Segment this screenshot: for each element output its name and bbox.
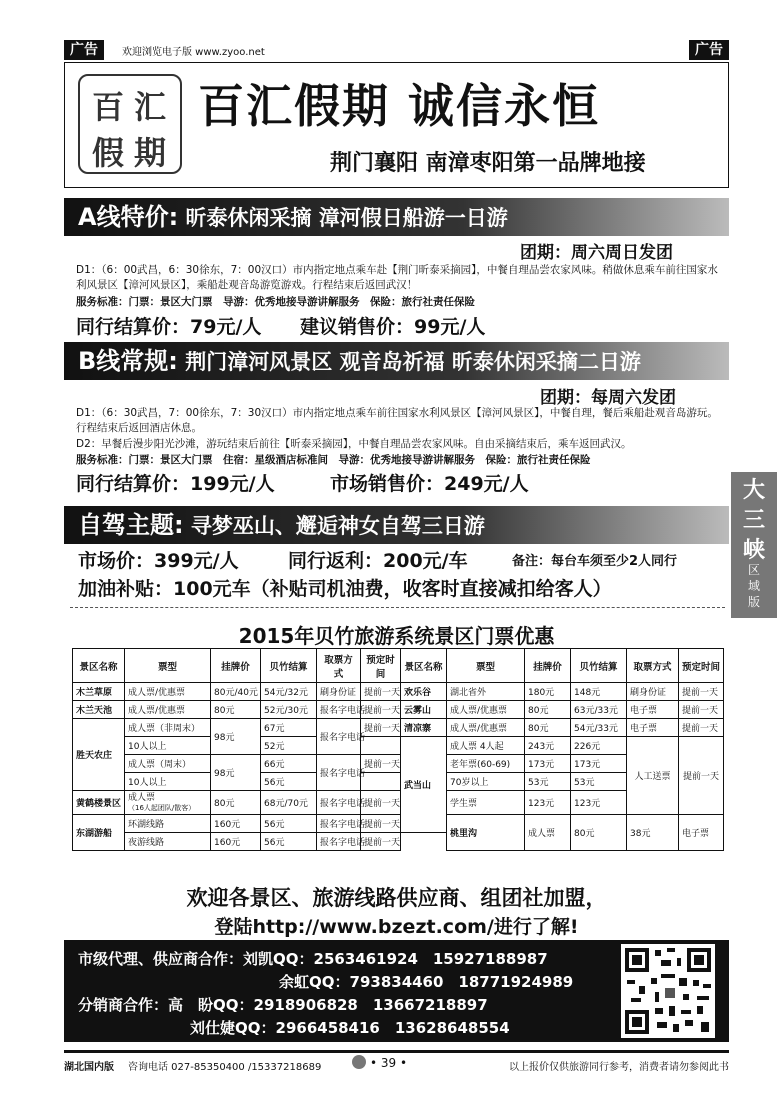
table-row bbox=[73, 719, 724, 737]
table-cell: 提前一天 bbox=[361, 833, 401, 851]
table-header: 票型 bbox=[447, 649, 525, 683]
table-cell: 电子票 bbox=[627, 701, 679, 719]
table-cell: 56元 bbox=[261, 833, 317, 851]
table-cell: 10人以上 bbox=[125, 737, 211, 755]
table-cell: 98元 bbox=[211, 719, 261, 755]
selfdrive-market: 市场价：399元/人 bbox=[78, 550, 239, 572]
contact-row: 市级代理、供应商合作：刘凯QQ：2563461924 15927188987 bbox=[78, 950, 548, 968]
table-cell: 68元/70元 bbox=[261, 791, 317, 815]
table-header: 预定时间 bbox=[679, 649, 724, 683]
table-cell: 提前一天 bbox=[679, 719, 724, 737]
table-cell bbox=[361, 737, 401, 755]
side-small-char: 版 bbox=[747, 595, 760, 609]
table-cell: 80元 bbox=[211, 701, 261, 719]
table-cell: 电子票 bbox=[679, 815, 724, 851]
side-small-char: 区 bbox=[747, 563, 760, 577]
table-cell: 木兰天池 bbox=[73, 701, 125, 719]
table-cell: 80元 bbox=[571, 815, 627, 851]
table-cell: 53元 bbox=[525, 773, 571, 791]
table-cell: 52元 bbox=[261, 737, 317, 755]
side-big-char: 三 bbox=[742, 507, 765, 533]
selfdrive-subsidy: 加油补贴：100元车（补贴司机油费，收客时直接减扣给客人） bbox=[78, 578, 612, 600]
side-small-char: 域 bbox=[747, 579, 760, 593]
table-header: 取票方式 bbox=[317, 649, 361, 683]
table-row bbox=[73, 755, 724, 773]
table-cell: 成人票 4人起 bbox=[447, 737, 525, 755]
table-header: 贝竹结算 bbox=[261, 649, 317, 683]
footer-badge-icon bbox=[352, 1055, 366, 1069]
ad-tag-right: 广告 bbox=[689, 40, 729, 60]
table-row bbox=[73, 683, 724, 701]
table-cell: 10人以上 bbox=[125, 773, 211, 791]
line-a-price1: 同行结算价：79元/人 bbox=[76, 316, 262, 338]
contact-row: 刘仕婕QQ：2966458416 13628648554 bbox=[190, 1019, 510, 1037]
table-row bbox=[73, 773, 724, 791]
table-cell: 80元/40元 bbox=[211, 683, 261, 701]
table-cell: 云雾山 bbox=[401, 701, 447, 719]
logo-char: 汇 bbox=[134, 88, 167, 126]
selfdrive-title: 寻梦巫山、邂逅神女自驾三日游 bbox=[190, 514, 485, 538]
line-b-group: 团期：每周六发团 bbox=[540, 388, 676, 408]
contact-row: 余虹QQ：793834460 18771924989 bbox=[279, 973, 574, 991]
table-header: 贝竹结算 bbox=[571, 649, 627, 683]
table-cell: 电子票 bbox=[627, 719, 679, 737]
logo-char: 期 bbox=[134, 134, 167, 172]
table-cell: 80元 bbox=[525, 701, 571, 719]
table-cell: 报名字电话 bbox=[317, 833, 361, 851]
table-cell: 报名字电话 bbox=[317, 719, 361, 755]
line-a-band bbox=[64, 198, 729, 236]
line-b-price1: 同行结算价：199元/人 bbox=[76, 473, 275, 495]
line-a-price2: 建议销售价：99元/人 bbox=[300, 316, 486, 338]
table-cell: 报名字电话 bbox=[317, 791, 361, 815]
table-cell: 提前一天 bbox=[361, 683, 401, 701]
table-cell: 木兰草原 bbox=[73, 683, 125, 701]
table-cell: 80元 bbox=[211, 791, 261, 815]
table-row bbox=[73, 791, 724, 815]
line-b-service: 服务标准：门票：景区大门票 住宿：星级酒店标准间 导游：优秀地接导游讲解服务 保险：旅行社责任保险 bbox=[76, 454, 591, 466]
divider bbox=[70, 607, 725, 608]
table-cell: 夜游线路 bbox=[125, 833, 211, 851]
table-header: 景区名称 bbox=[401, 649, 447, 683]
ticket-type-note: （16人起团队/散客） bbox=[128, 803, 196, 812]
logo-char: 百 bbox=[92, 88, 125, 126]
table-cell: 东湖游船 bbox=[73, 815, 125, 851]
line-b-band bbox=[64, 342, 729, 380]
line-a-group: 团期：周六周日发团 bbox=[520, 243, 673, 263]
table-header-row bbox=[73, 649, 724, 683]
line-a-d1: D1：（6：00武昌，6：30徐东，7：00汉口）市内指定地点乘车赴【荆门昕泰采摘园】，中餐自理品尝农家风味。稍做休息乘车前往国家水利风景区【漳河风景区】，乘船赴观音岛游览游戏。行程结束后返回武汉！ bbox=[76, 264, 718, 291]
join-line-1: 欢迎各景区、旅游线路供应商、组团社加盟， bbox=[186, 886, 607, 910]
table-cell: 53元 bbox=[571, 773, 627, 791]
table-cell: 54元/33元 bbox=[571, 719, 627, 737]
ticket-table bbox=[72, 648, 724, 851]
table-cell: 123元 bbox=[571, 791, 627, 815]
table-header: 景区名称 bbox=[73, 649, 125, 683]
line-a-service: 服务标准：门票：景区大门票 导游：优秀地接导游讲解服务 保险：旅行社责任保险 bbox=[76, 296, 475, 308]
table-cell: 成人票（非周末） bbox=[125, 719, 211, 737]
table-cell: 160元 bbox=[211, 833, 261, 851]
table-cell: 黄鹤楼景区 bbox=[73, 791, 125, 815]
table-cell: 173元 bbox=[571, 755, 627, 773]
table-cell: 人工送票 bbox=[627, 737, 679, 815]
table-cell: 成人票/优惠票 bbox=[447, 701, 525, 719]
page-number: • 39 • bbox=[370, 1056, 408, 1070]
footer-edition: 湖北国内版 bbox=[64, 1062, 114, 1073]
welcome-text: 欢迎浏览电子版 www.zyoo.net bbox=[122, 47, 265, 58]
table-cell: 56元 bbox=[261, 815, 317, 833]
footer bbox=[64, 1050, 729, 1079]
table-header: 预定时间 bbox=[361, 649, 401, 683]
table-header: 挂牌价 bbox=[211, 649, 261, 683]
table-row bbox=[73, 701, 724, 719]
ad-tag-left: 广告 bbox=[64, 40, 104, 60]
footer-disclaimer: 以上报价仅供旅游同行参考，消费者请勿参阅此书 bbox=[509, 1062, 729, 1073]
table-cell: 98元 bbox=[211, 755, 261, 791]
side-big-char: 峡 bbox=[742, 537, 765, 563]
table-cell bbox=[361, 773, 401, 791]
table-cell: 成人票（周末） bbox=[125, 755, 211, 773]
table-cell: 67元 bbox=[261, 719, 317, 737]
table-header: 票型 bbox=[125, 649, 211, 683]
table-cell: 63元/33元 bbox=[571, 701, 627, 719]
selfdrive-note: 备注：每台车须至少2人同行 bbox=[512, 554, 678, 569]
table-cell: 桃里沟 bbox=[447, 815, 525, 851]
table-cell: 提前一天 bbox=[679, 701, 724, 719]
table-cell: 提前一天 bbox=[679, 683, 724, 701]
line-a-prefix: A线特价: bbox=[78, 203, 179, 231]
table-cell: 56元 bbox=[261, 773, 317, 791]
table-cell: 148元 bbox=[571, 683, 627, 701]
table-cell: 243元 bbox=[525, 737, 571, 755]
footer-phone: 咨询电话 027-85350400 /15337218689 bbox=[128, 1062, 322, 1073]
table-cell: 成人票/优惠票 bbox=[447, 719, 525, 737]
table-cell: 欢乐谷 bbox=[401, 683, 447, 701]
line-b-d1: D1：（6：30武昌，7：00徐东，7：30汉口）市内指定地点乘车前往国家水利风景区【漳河风景区】，中餐自理，餐后乘船赴观音岛游玩。行程结束后返回酒店休息。 bbox=[76, 407, 718, 434]
side-big-char: 大 bbox=[742, 477, 765, 503]
ticket-table-title: 2015年贝竹旅游系统景区门票优惠 bbox=[238, 624, 555, 648]
table-cell: 70岁以上 bbox=[447, 773, 525, 791]
ticket-type: 成人票 bbox=[128, 792, 156, 803]
line-b-price2: 市场销售价：249元/人 bbox=[330, 473, 529, 495]
brand-logo bbox=[78, 74, 182, 174]
join-line-2[interactable]: 登陆http://www.bzezt.com/进行了解! bbox=[214, 916, 579, 938]
table-cell: 173元 bbox=[525, 755, 571, 773]
table-cell: 成人票/优惠票 bbox=[125, 683, 211, 701]
table-cell bbox=[125, 791, 211, 815]
table-cell: 报名字电话 bbox=[317, 701, 361, 719]
logo-char: 假 bbox=[92, 134, 125, 172]
table-cell: 38元 bbox=[627, 815, 679, 851]
table-cell: 报名字电话 bbox=[317, 755, 361, 791]
table-cell: 提前一天 bbox=[361, 755, 401, 773]
table-cell: 123元 bbox=[525, 791, 571, 815]
table-cell: 180元 bbox=[525, 683, 571, 701]
table-row bbox=[73, 737, 724, 755]
table-cell: 提前一天 bbox=[361, 815, 401, 833]
table-cell: 66元 bbox=[261, 755, 317, 773]
contact-row: 分销商合作：高 盼QQ：2918906828 13667218897 bbox=[78, 996, 488, 1014]
table-cell: 52元/30元 bbox=[261, 701, 317, 719]
table-cell: 226元 bbox=[571, 737, 627, 755]
table-cell: 提前一天 bbox=[361, 791, 401, 815]
table-header: 挂牌价 bbox=[525, 649, 571, 683]
table-cell: 刷身份证 bbox=[317, 683, 361, 701]
table-cell: 清凉寨 bbox=[401, 719, 447, 737]
table-cell: 湖北省外 bbox=[447, 683, 525, 701]
line-b-title: 荆门漳河风景区 观音岛祈福 昕泰休闲采摘二日游 bbox=[185, 350, 641, 374]
top-bar bbox=[64, 40, 729, 60]
line-a-title: 昕泰休闲采摘 漳河假日船游一日游 bbox=[185, 206, 508, 230]
table-cell: 报名字电话 bbox=[317, 815, 361, 833]
table-cell: 提前一天 bbox=[679, 737, 724, 815]
table-header: 取票方式 bbox=[627, 649, 679, 683]
table-cell: 环湖线路 bbox=[125, 815, 211, 833]
table-cell: 成人票/优惠票 bbox=[125, 701, 211, 719]
table-cell: 武当山 bbox=[401, 737, 447, 833]
table-cell: 160元 bbox=[211, 815, 261, 833]
table-cell: 成人票 bbox=[525, 815, 571, 851]
table-row bbox=[73, 815, 724, 833]
table-cell: 学生票 bbox=[447, 791, 525, 815]
line-b-d2: D2：早餐后漫步阳光沙滩，游玩结束后前往【昕泰采摘园】，中餐自理品尝农家风味。自由采摘结束后，乘车返回武汉。 bbox=[76, 438, 632, 450]
selfdrive-prefix: 自驾主题: bbox=[78, 511, 184, 539]
table-cell: 80元 bbox=[525, 719, 571, 737]
table-cell: 老年票(60-69) bbox=[447, 755, 525, 773]
table-cell: 刷身份证 bbox=[627, 683, 679, 701]
table-cell: 54元/32元 bbox=[261, 683, 317, 701]
selfdrive-band bbox=[64, 506, 729, 544]
subline: 荆门襄阳 南漳枣阳第一品牌地接 bbox=[330, 151, 646, 176]
headline: 百汇假期 诚信永恒 bbox=[198, 79, 601, 133]
region-side-tab bbox=[731, 472, 777, 618]
line-b-prefix: B线常规: bbox=[78, 347, 178, 375]
selfdrive-rebate: 同行返利：200元/车 bbox=[288, 550, 468, 572]
table-cell: 提前一天 bbox=[361, 719, 401, 737]
table-cell: 胜天农庄 bbox=[73, 719, 125, 791]
qr-code bbox=[621, 944, 715, 1038]
table-cell: 提前一天 bbox=[361, 701, 401, 719]
